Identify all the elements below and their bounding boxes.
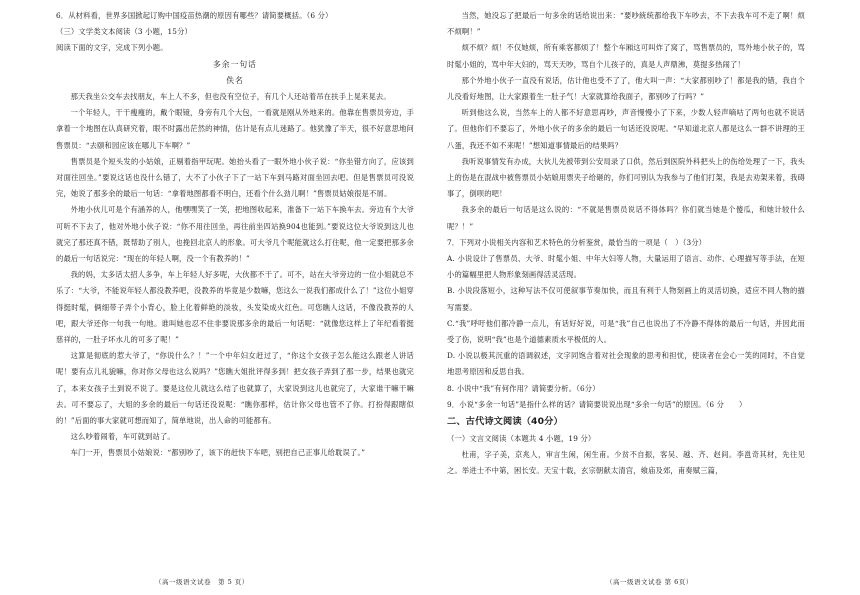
page-footer-left: （高一级语文试卷 第 5 页） xyxy=(155,578,249,586)
classical-text: 杜甫，字子美，京兆人，审言生闲，闲生甫。少贫不自振，客吴、越、齐、赵间。李邕奇其材，先往见之。举进士不中第，困长安。天宝十载，玄宗朝献太清宫，飨庙及郊，甫奏赋三篇， xyxy=(447,450,805,476)
left-page xyxy=(56,8,414,595)
page-footer-right: （高一级语文试卷 第 6页） xyxy=(606,578,693,586)
right-page xyxy=(447,8,805,595)
story-paragraph: 我听说事情发有办成，大伙儿先被带到公安局录了口供，然后到医院外科把头上的伤给处理了一下，我头上的伤是在混战中被售票员小姑娘用票夹子给砸的，你们可别认为我参与了他们打架，我是去劝架来着，我碍事了，倒呗的吧！ xyxy=(447,156,805,199)
story-paragraph: 这么吵着闹着，车可就到站了。 xyxy=(70,432,175,442)
story-paragraph: 我的妈，太多话太招人多争，车上年轻人好多呢，大伙都不干了。可不，站在大爷旁边的一位小姐就总不乐了：“大爷，不能说年轻人都没教养吧，没教养的毕竟是少数嘛，您这么一说我们都成什么了！”这位小姐穿得挺时髦，俩细带子弄个小背心，脸上化着鲜艳的淡妆，头发染成火红色。可您瞧人这话，不像没教养的人吧，跟大爷还你一句我一句地。谁叫她也忍不住非要说那多余的最后一句话呢：“就像您这样上了年纪看着挺慈祥的，一肚子坏水儿的可多了呢！” xyxy=(56,270,414,345)
story-paragraph: 烦不烦？烦！不仅她烦，所有乘客都烦了！整个车厢这可叫炸了窝了，骂售票员的，骂外地小伙子的，骂时髦小姐的，骂中年大妇的，骂天天吵，骂自个儿孩子的，真是人声鼎沸，莫提多热闹了！ xyxy=(447,43,805,69)
story-paragraph: 那个外地小伙子一直没有说话，估计他也受不了了，他大叫一声：“大家都别吵了！都是我的错，我自个儿没看好地图，让大家跟着生一肚子气！大家就算给我面子，都别吵了行吗？” xyxy=(447,75,805,102)
story-paragraph: 售票员是个短头发的小姑娘，正剔着指甲玩呢。她抬头看了一眼外地小伙子说：“你坐错方向了，应该到对面往回坐。”要说这话也没什么错了，大不了小伙子下了一站下车到马路对面坐回去吧。但是售票员可没说完，她说了那多余的最后一句话：“拿着地图都看不明白，还看个什么劲儿啊！”售票员姑娘很是不屑。 xyxy=(56,156,414,199)
reading-instruction: 阅读下面的文字，完成下列小题。 xyxy=(56,43,168,53)
section-3-header: （三）文学类文本阅读（3 小题，15分） xyxy=(56,27,192,37)
story-paragraph: 那天我坐公交车去找朋友，车上人不多，但也没有空位子，有几个人还站着吊在扶手上晃来晃去。 xyxy=(70,92,391,102)
q7-option-a: A. 小说设计了售票员、大爷、时髦小姐、中年大妇等人物，大量运用了语言、动作、心理描写等手法，在短小的篇幅里把人物形象刻画得活灵活现。 xyxy=(447,254,805,280)
story-paragraph: 这算是彻底的惹大爷了，“你说什么？！”一个中年妇女赶过了，“你这个女孩子怎么能这么跟老人讲话呢！要有点儿礼貌嘛，你对你父母也这么说吗？”您瞧大姐批评得多到！把女孩子弄到了那一步，结果也就完了，本来女孩子土到说不说了。要是这位儿就这么结了也就算了，大家说到这儿也就完了，大家谁干嘛干嘛去。可不要忘了，大姐的多余的最后一句话还没说呢：“瞧你那样，估计你父母也管不了你。打扮得跟瞎似的！”后面的事大家就可想而知了，简单地说，出人命的可能都有。 xyxy=(56,351,414,426)
story-paragraph: 一个年轻人，干干瘦瘦的，戴个眼镜，身旁有几个大包，一看就是刚从外地来的。他靠在售票员旁边，手拿着一个地图在认真研究着，眼不时露出茫然的神情，估计是有点儿迷路了。他犹豫了半天，很不好意思地问售票员：“去颐和园应该在哪儿下车啊？” xyxy=(56,108,414,150)
question-6: 6．从材料看，世界多国掀起订购中国疫苗热潮的原因有哪些？请简要概括。（6 分） xyxy=(56,11,333,20)
story-title: 多余一句话 xyxy=(213,59,257,69)
story-paragraph: 车门一开，售票员小姑娘说：“都别吵了，该下的赶快下车吧，别把自己正事儿给耽误了。” xyxy=(70,448,366,458)
question-7: 7．下列对小说相关内容和艺术特色的分析鉴赏，最恰当的一项是（ ）（3分） xyxy=(447,237,707,247)
question-9: 9．小说“多余一句话”是指什么样的话？请简要说说出现“多余一句话”的原因。（6 分 ） xyxy=(447,399,747,409)
section-2-title: 二、古代诗文阅读（40分） xyxy=(447,416,563,428)
story-paragraph: 当然，她没忘了把最后一句多余的话给说出来：“要吵統统都给我下车吵去，不下去我车可不走了啊！烦不烦啊！” xyxy=(447,11,805,37)
q7-option-d: D. 小说以极其沉重的语调叙述，文字同饱含着对社会现象的思考和担忧，使读者在会心一笑的同时，不自觉地思考原因和反思自我。 xyxy=(447,351,805,377)
question-8: 8. 小说中“我”有何作用？请简要分析。（6分） xyxy=(447,383,600,393)
story-paragraph: 我多余的最后一句话是这么说的：“不就是售票员说话不得体吗？你们就当她是个傻瓜，和她计较什么呢？！” xyxy=(447,205,805,231)
story-author: 佚名 xyxy=(226,75,244,85)
section-2-subheader: （一）文言文阅读（本题共 4 小题，19 分） xyxy=(447,434,596,444)
story-paragraph: 听到他这么说，当然车上的人都不好意思再吵，声音慢慢小了下来，少数人轻声嘀咕了两句也就不说话了。但他你们不要忘了，外地小伙子的多余的最后一句话还没说呢。“早知道北京人都是这么一群不讲理的王八蛋，我还不如不来呢！”想知道事情最后的结果吗？ xyxy=(447,108,805,150)
story-paragraph: 外地小伙儿可是个有涵养的人，他嘿嘿笑了一笑，把地图收起来，准备下一站下车换车去。旁边有个大爷可听不下去了，他对外地小伙子说：“你不用往回坐，再往前坐四站换904也能到。”要说这位大爷说到这儿也就完了那还真不错，既帮助了别人，也挽回北京人的形象。可大爷几个呢能就这么打住呢，他一定要把那多余的最后一句话说完：“现在的年轻人啊，没一个有教养的！” xyxy=(56,205,414,264)
q7-option-b: B. 小说段落短小，这种写法不仅可使叙事节奏加快，而且有利于人物刻画上的灵活切换，适应不同人物的描写需要。 xyxy=(447,286,805,312)
q7-option-c: C.“我”呼吁他们都冷静一点儿，有话好好说，可是“我”自己也说出了不冷静不得体的最后一句话，并因此而受了伤，说明“我”也是个道德素质水平极低的人。 xyxy=(447,318,805,345)
